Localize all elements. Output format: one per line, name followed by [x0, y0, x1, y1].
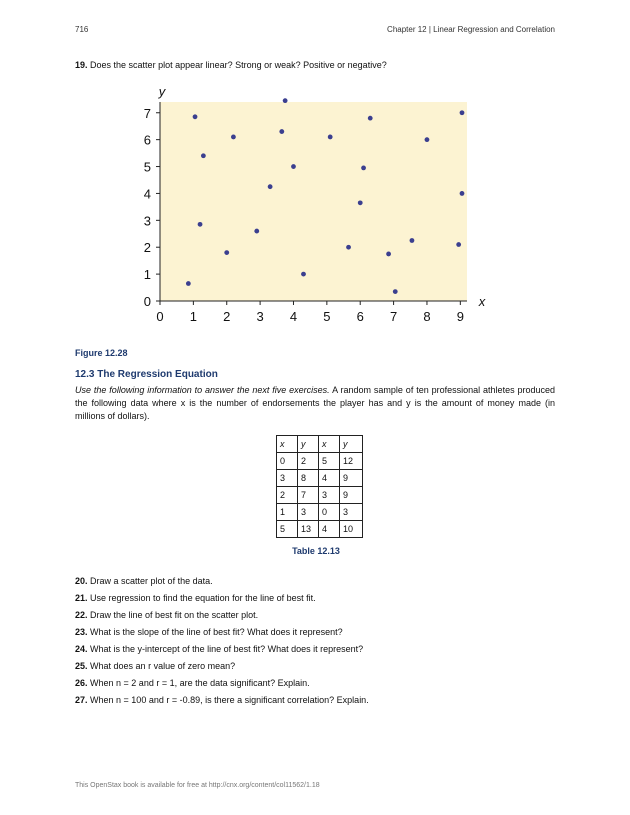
exercise-number: 25. [75, 661, 88, 671]
data-point [279, 129, 284, 134]
data-point [460, 191, 465, 196]
table-header: y [340, 436, 363, 453]
table-row [277, 487, 363, 504]
table-cell: 4 [319, 470, 340, 487]
data-point [193, 114, 198, 119]
question-number: 19. [75, 60, 88, 70]
data-point [224, 250, 229, 255]
x-tick-label: 0 [156, 309, 164, 324]
page-footer: This OpenStax book is available for free at http://cnx.org/content/col11562/1.18 [75, 782, 320, 789]
exercise-item [75, 590, 369, 607]
page-number: 716 [75, 25, 89, 34]
y-tick-label: 2 [143, 240, 151, 256]
table-header: y [298, 436, 319, 453]
table-cell: 4 [319, 521, 340, 538]
y-tick-label: 0 [143, 294, 151, 309]
exercise-item [75, 675, 369, 692]
section-title: 12.3 The Regression Equation [75, 369, 218, 380]
data-point [198, 222, 203, 227]
exercise-list [75, 573, 369, 709]
exercise-number: 23. [75, 627, 88, 637]
x-tick-label: 3 [256, 309, 264, 324]
exercise-item [75, 624, 369, 641]
table-cell: 3 [298, 504, 319, 521]
x-tick-label: 5 [323, 309, 331, 324]
exercise-item [75, 607, 369, 624]
table-cell: 0 [319, 504, 340, 521]
table-cell: 1 [277, 504, 298, 521]
question-text: Does the scatter plot appear linear? Strong or weak? Positive or negative? [90, 60, 387, 70]
plot-area [160, 102, 467, 301]
data-point [425, 137, 430, 142]
intro-italic: Use the following information to answer the next five exercises. [75, 385, 330, 395]
data-point [358, 200, 363, 205]
exercise-number: 26. [75, 678, 88, 688]
intro-paragraph [75, 384, 555, 423]
exercise-item [75, 658, 369, 675]
data-point [368, 116, 373, 121]
data-point [460, 110, 465, 115]
x-tick-label: 4 [289, 309, 298, 324]
table-cell: 12 [340, 453, 363, 470]
table-cell: 5 [277, 521, 298, 538]
exercise-number: 22. [75, 610, 88, 620]
y-tick-label: 1 [143, 267, 151, 283]
data-point [361, 165, 366, 170]
exercise-text: Draw a scatter plot of the data. [90, 576, 213, 586]
data-point [231, 135, 236, 140]
table-caption: Table 12.13 [292, 546, 340, 556]
data-point [456, 242, 461, 247]
data-point [254, 229, 259, 234]
exercise-text: What is the y-intercept of the line of best fit? What does it represent? [90, 644, 364, 654]
exercise-text: Use regression to find the equation for the line of best fit. [90, 593, 316, 603]
table-cell: 2 [277, 487, 298, 504]
exercise-item [75, 573, 369, 590]
exercise-number: 27. [75, 695, 88, 705]
table-header-row [277, 436, 363, 453]
table-cell: 0 [277, 453, 298, 470]
table-row [277, 453, 363, 470]
y-tick-label: 4 [143, 186, 151, 202]
exercise-item [75, 692, 369, 709]
table-row [277, 470, 363, 487]
y-axis-label: y [158, 84, 166, 99]
table-cell: 9 [340, 470, 363, 487]
x-axis-label: x [478, 294, 486, 309]
exercise-number: 24. [75, 644, 88, 654]
exercise-number: 20. [75, 576, 88, 586]
x-tick-label: 7 [389, 309, 398, 324]
data-point [301, 272, 306, 277]
table-cell: 10 [340, 521, 363, 538]
data-table [276, 435, 363, 538]
data-point [410, 238, 415, 243]
chapter-header: Chapter 12 | Linear Regression and Correlation [387, 25, 555, 34]
data-point [291, 164, 296, 169]
exercise-text: Draw the line of best fit on the scatter plot. [90, 610, 259, 620]
exercise-text: When n = 100 and r = -0.89, is there a significant correlation? Explain. [90, 695, 369, 705]
table-header: x [319, 436, 340, 453]
exercise-number: 21. [75, 593, 88, 603]
exercise-text: What does an r value of zero mean? [90, 661, 236, 671]
scatter-plot [130, 80, 490, 335]
table-cell: 3 [340, 504, 363, 521]
table-row [277, 504, 363, 521]
y-tick-label: 7 [143, 105, 151, 121]
exercise-text: When n = 2 and r = 1, are the data significant? Explain. [90, 678, 310, 688]
x-tick-label: 1 [189, 309, 197, 324]
y-tick-label: 6 [143, 132, 151, 148]
table-cell: 13 [298, 521, 319, 538]
intro-rest: A random sample of ten professional athletes produced the following data where x is the number of endorsements the player has and y is the amount of money made (in millions of dollars). [75, 385, 555, 421]
table-cell: 3 [277, 470, 298, 487]
data-point [346, 245, 351, 250]
x-tick-label: 6 [356, 309, 364, 324]
y-tick-label: 5 [143, 159, 151, 175]
figure-caption: Figure 12.28 [75, 348, 128, 358]
table-cell: 2 [298, 453, 319, 470]
table-cell: 9 [340, 487, 363, 504]
exercise-item [75, 641, 369, 658]
x-tick-label: 9 [456, 309, 464, 324]
table-row [277, 521, 363, 538]
data-point [186, 281, 191, 286]
x-tick-label: 2 [223, 309, 231, 324]
data-point [386, 252, 391, 257]
table-header: x [277, 436, 298, 453]
exercise-text: What is the slope of the line of best fit? What does it represent? [90, 627, 343, 637]
table-cell: 8 [298, 470, 319, 487]
data-point [283, 98, 288, 103]
y-tick-label: 3 [143, 213, 151, 229]
data-point [201, 153, 206, 158]
data-point [328, 135, 333, 140]
data-point [268, 184, 273, 189]
table-cell: 5 [319, 453, 340, 470]
table-cell: 3 [319, 487, 340, 504]
question-19 [75, 60, 387, 70]
table-cell: 7 [298, 487, 319, 504]
x-tick-label: 8 [423, 309, 431, 324]
data-point [393, 289, 398, 294]
